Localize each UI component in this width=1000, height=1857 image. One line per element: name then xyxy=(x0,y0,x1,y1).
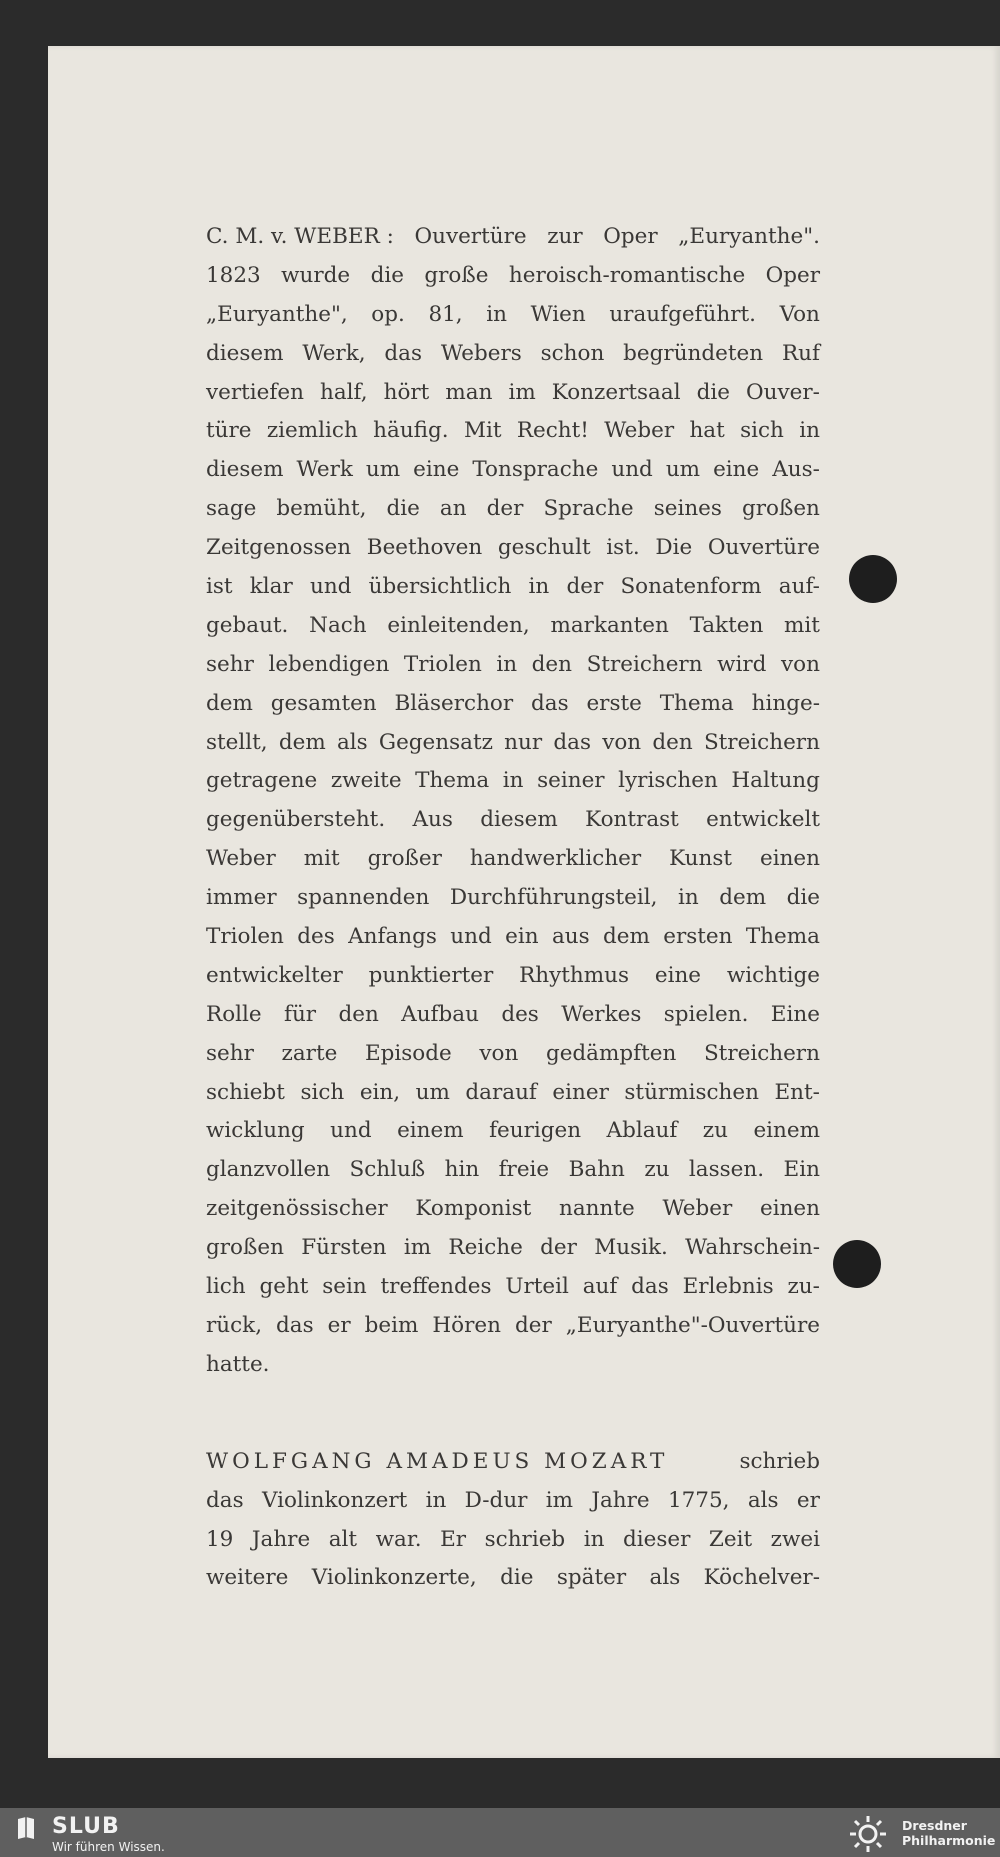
word: Episode xyxy=(364,1040,452,1066)
word: 81, xyxy=(428,301,463,327)
word: das xyxy=(206,1487,244,1513)
word: einen xyxy=(759,846,820,872)
word: spielen. xyxy=(663,1001,749,1027)
text-line xyxy=(206,607,820,646)
word: Wien xyxy=(530,301,586,327)
text-line xyxy=(206,412,820,451)
word: hört xyxy=(383,379,430,405)
word: in xyxy=(486,301,507,327)
word: als xyxy=(747,1487,779,1513)
paragraph-mozart xyxy=(206,1443,820,1599)
word: Jahre xyxy=(591,1487,650,1513)
word: erste xyxy=(586,690,642,716)
word: alt xyxy=(328,1526,358,1552)
word: das xyxy=(631,1274,669,1300)
word: und xyxy=(309,574,352,600)
word: Weber xyxy=(662,1196,733,1222)
word: später xyxy=(556,1565,627,1591)
word: getragene xyxy=(206,768,318,794)
word: schon xyxy=(540,340,605,366)
word: zu xyxy=(644,1157,670,1183)
word: die xyxy=(786,885,820,911)
text-line xyxy=(206,840,820,879)
word: Sonatenform xyxy=(620,574,762,600)
word: der xyxy=(540,1235,577,1261)
text-line xyxy=(206,296,820,335)
word: war. xyxy=(375,1526,422,1552)
word: in xyxy=(799,418,820,444)
word: in xyxy=(502,768,524,794)
word: Eine xyxy=(770,1001,820,1027)
word: von xyxy=(479,1040,519,1066)
word: Werk xyxy=(296,457,353,483)
text-line xyxy=(206,529,820,568)
word: wichtige xyxy=(726,962,820,988)
word: Ouvertüre xyxy=(707,535,820,561)
text-line xyxy=(206,1151,820,1190)
word: 19 xyxy=(206,1526,234,1552)
word: Thema xyxy=(659,690,734,716)
word: feurigen xyxy=(489,1118,582,1144)
word: er xyxy=(327,1312,351,1338)
text-line xyxy=(206,335,820,374)
word: Ein xyxy=(783,1157,820,1183)
word: Tonsprache xyxy=(472,457,599,483)
word: einem xyxy=(397,1118,464,1144)
word: einer xyxy=(552,1079,609,1105)
word: Kontrast xyxy=(585,807,679,833)
text-line xyxy=(206,1112,820,1151)
word: stürmischen xyxy=(624,1079,759,1105)
word: Nach xyxy=(309,612,367,638)
text-line xyxy=(206,218,820,257)
word: uraufgeführt. xyxy=(609,301,756,327)
word: dem xyxy=(719,885,767,911)
word: Wahrschein- xyxy=(685,1235,820,1261)
word: WOLFGANG AMADEUS MOZART xyxy=(206,1448,669,1474)
text-line xyxy=(206,374,820,413)
word: Kunst xyxy=(669,846,733,872)
text-line xyxy=(206,1074,820,1113)
word: Komponist xyxy=(415,1196,532,1222)
word: ist. xyxy=(606,535,640,561)
word: Reiche xyxy=(448,1235,523,1261)
word: geschult xyxy=(497,535,591,561)
word: D-dur xyxy=(464,1487,528,1513)
word: einleitenden, xyxy=(387,612,530,638)
word: der xyxy=(514,1312,552,1338)
word: auf xyxy=(582,1274,618,1300)
word: die xyxy=(370,262,404,288)
text-line xyxy=(206,685,820,724)
philharmonie-logo-icon xyxy=(842,1812,894,1856)
text-line xyxy=(206,724,820,763)
text-line xyxy=(206,257,820,296)
word: markanten xyxy=(550,612,669,638)
word: bemüht, xyxy=(276,496,367,522)
word: Ouver- xyxy=(746,379,820,405)
word: Bläserchor xyxy=(394,690,514,716)
word: ersten xyxy=(663,924,733,950)
word: des xyxy=(501,1001,539,1027)
word: zwei xyxy=(770,1526,820,1552)
word: nur xyxy=(504,729,543,755)
word: wurde xyxy=(281,262,351,288)
word: Aus- xyxy=(772,457,820,483)
text-line xyxy=(206,1521,820,1560)
word: für xyxy=(283,1001,317,1027)
word: Werkes xyxy=(561,1001,642,1027)
word: darauf xyxy=(465,1079,537,1105)
word: schrieb xyxy=(484,1526,566,1552)
paragraph-weber xyxy=(206,218,820,1385)
word: ein, xyxy=(359,1079,401,1105)
word: Ent- xyxy=(774,1079,820,1105)
word: in xyxy=(496,651,518,677)
word: den xyxy=(531,651,573,677)
word: sich xyxy=(740,418,784,444)
text-line xyxy=(206,996,820,1035)
paragraph-gap xyxy=(206,1385,820,1443)
text-line xyxy=(206,646,820,685)
word: große xyxy=(424,262,489,288)
word: eine xyxy=(654,962,702,988)
word: Recht! xyxy=(516,418,589,444)
text-line xyxy=(206,1443,820,1482)
word: um xyxy=(365,457,401,483)
word: der xyxy=(566,574,604,600)
word: in xyxy=(583,1526,605,1552)
word: Mit xyxy=(463,418,502,444)
word: Weber xyxy=(206,846,276,872)
word: das xyxy=(530,690,569,716)
text-line xyxy=(206,879,820,918)
word: das xyxy=(553,729,591,755)
word: Fürsten xyxy=(301,1235,387,1261)
word: um xyxy=(415,1079,450,1105)
word: einen xyxy=(759,1196,820,1222)
word: zeitgenössischer xyxy=(206,1196,388,1222)
text-line xyxy=(206,1229,820,1268)
word: ziemlich xyxy=(266,418,358,444)
text-line xyxy=(206,568,820,607)
punch-hole-top xyxy=(849,555,897,603)
word: Hören xyxy=(432,1312,501,1338)
word: einem xyxy=(753,1118,820,1144)
word: op. xyxy=(371,301,405,327)
word: des xyxy=(297,924,335,950)
word: die xyxy=(500,1565,534,1591)
word: von xyxy=(781,651,820,677)
word: in xyxy=(678,885,699,911)
word: hatte. xyxy=(206,1351,270,1377)
word: Jahre xyxy=(251,1526,311,1552)
word: Violinkonzert xyxy=(261,1487,408,1513)
word: spannenden xyxy=(297,885,430,911)
article-text xyxy=(206,218,820,1598)
word: 1823 xyxy=(206,262,261,288)
word: als xyxy=(336,729,368,755)
word: schiebt xyxy=(206,1079,285,1105)
word: Webers xyxy=(440,340,522,366)
word: Schluß xyxy=(349,1157,426,1183)
text-line xyxy=(206,957,820,996)
word: Ouvertüre xyxy=(414,224,527,249)
word: gesamten xyxy=(270,690,377,716)
word: klar xyxy=(249,574,293,600)
word: an xyxy=(439,496,467,522)
word: türe xyxy=(206,418,252,444)
word: im xyxy=(403,1235,432,1261)
word: Er xyxy=(440,1526,467,1552)
word: Haltung xyxy=(731,768,820,794)
word: im xyxy=(545,1487,574,1513)
word: dem xyxy=(278,729,326,755)
word: Zeit xyxy=(708,1526,753,1552)
word: zweite xyxy=(330,768,402,794)
word: Beethoven xyxy=(366,535,483,561)
philharmonie-name-line2: Philharmonie xyxy=(902,1833,996,1848)
word: Durchführungsteil, xyxy=(449,885,658,911)
word: ein xyxy=(505,924,539,950)
word: Konzertsaal xyxy=(551,379,681,405)
word: lyrischen xyxy=(618,768,718,794)
word: Weber xyxy=(604,418,675,444)
text-line xyxy=(206,1482,820,1521)
word: Aus xyxy=(412,807,453,833)
word: Sprache xyxy=(543,496,634,522)
word: lassen. xyxy=(688,1157,765,1183)
text-line xyxy=(206,801,820,840)
word: Streichern xyxy=(703,1040,820,1066)
word: wird xyxy=(717,651,767,677)
word: als xyxy=(649,1565,681,1591)
slub-name: SLUB xyxy=(52,1814,120,1839)
word: Rhythmus xyxy=(519,962,630,988)
text-line xyxy=(206,1268,820,1307)
word: dieser xyxy=(622,1526,691,1552)
word: sage xyxy=(206,496,257,522)
word: häufig. xyxy=(373,418,449,444)
word: hin xyxy=(444,1157,480,1183)
word: 1775, xyxy=(667,1487,730,1513)
word: und xyxy=(330,1118,372,1144)
word: schrieb xyxy=(739,1448,820,1474)
word: von xyxy=(602,729,642,755)
word: sehr xyxy=(206,1040,254,1066)
text-line xyxy=(206,1307,820,1346)
word: Takten xyxy=(689,612,764,638)
word: Streichern xyxy=(586,651,703,677)
word: rück, xyxy=(206,1312,263,1338)
word: den xyxy=(652,729,693,755)
word: Gegensatz xyxy=(378,729,493,755)
word: Rolle xyxy=(206,1001,262,1027)
word: zur xyxy=(547,224,583,249)
word: diesem xyxy=(206,457,284,483)
word: gebaut. xyxy=(206,612,289,638)
word: Ablauf xyxy=(606,1118,678,1144)
text-line xyxy=(206,1346,820,1385)
word: und xyxy=(611,457,653,483)
word: eine xyxy=(713,457,760,483)
word: Thema xyxy=(745,924,820,950)
word: dem xyxy=(206,690,253,716)
word: diesem xyxy=(480,807,558,833)
word: Bahn xyxy=(568,1157,625,1183)
word: hat xyxy=(689,418,725,444)
word: den xyxy=(338,1001,379,1027)
word: geht xyxy=(259,1274,309,1300)
word: seiner xyxy=(537,768,605,794)
word: gegenübersteht. xyxy=(206,807,386,833)
word: im xyxy=(508,379,536,405)
word: heroisch-romantische xyxy=(508,262,746,288)
word: lich xyxy=(206,1274,246,1300)
punch-hole-bottom xyxy=(833,1240,881,1288)
word: übersichtlich xyxy=(368,574,512,600)
word: handwerklicher xyxy=(469,846,642,872)
word: nannte xyxy=(559,1196,635,1222)
word: C. M. v. WEBER : xyxy=(206,224,394,249)
word: die xyxy=(386,496,420,522)
word: er xyxy=(796,1487,820,1513)
word: sehr xyxy=(206,651,254,677)
text-line xyxy=(206,762,820,801)
word: beim xyxy=(364,1312,419,1338)
word: Die xyxy=(655,535,693,561)
word: großen xyxy=(206,1235,284,1261)
word: sich xyxy=(300,1079,345,1105)
word: Köchelver- xyxy=(703,1565,820,1591)
text-line xyxy=(206,1035,820,1074)
word: Zeitgenossen xyxy=(206,535,352,561)
text-line xyxy=(206,490,820,529)
word: seines xyxy=(653,496,722,522)
word: entwickelter xyxy=(206,962,343,988)
word: Triolen xyxy=(403,651,482,677)
word: zu- xyxy=(787,1274,820,1300)
word: Oper xyxy=(765,262,820,288)
word: zarte xyxy=(281,1040,338,1066)
word: das xyxy=(276,1312,314,1338)
word: mit xyxy=(784,612,820,638)
word: sein xyxy=(322,1274,367,1300)
word: gedämpften xyxy=(545,1040,677,1066)
word: man xyxy=(445,379,493,405)
word: Thema xyxy=(415,768,490,794)
word: punktierter xyxy=(368,962,494,988)
word: freie xyxy=(498,1157,550,1183)
word: Oper xyxy=(603,224,658,249)
word: zu xyxy=(702,1118,728,1144)
word: ist xyxy=(206,574,233,600)
philharmonie-name xyxy=(902,1818,995,1848)
word: immer xyxy=(206,885,277,911)
word: begründeten xyxy=(623,340,764,366)
slub-tagline: Wir führen Wissen. xyxy=(52,1840,165,1854)
word: „Euryanthe"-Ouvertüre xyxy=(565,1312,820,1338)
word: weitere xyxy=(206,1565,289,1591)
word: diesem xyxy=(206,340,284,366)
word: dem xyxy=(603,924,650,950)
word: Ruf xyxy=(781,340,820,366)
word: Streichern xyxy=(703,729,820,755)
footer-bar xyxy=(0,1808,1000,1857)
word: Urteil xyxy=(505,1274,569,1300)
word: stellt, xyxy=(206,729,268,755)
text-line xyxy=(206,918,820,957)
word: und xyxy=(450,924,492,950)
word: glanzvollen xyxy=(206,1157,331,1183)
word: der xyxy=(486,496,524,522)
word: aus xyxy=(551,924,590,950)
word: die xyxy=(696,379,730,405)
word: eine xyxy=(413,457,460,483)
text-line xyxy=(206,1190,820,1229)
word: „Euryanthe", xyxy=(206,301,348,327)
word: Triolen xyxy=(206,924,284,950)
word: „Euryanthe". xyxy=(678,224,820,249)
word: Anfangs xyxy=(348,924,437,950)
word: wicklung xyxy=(206,1118,305,1144)
word: Werk, xyxy=(302,340,366,366)
word: Von xyxy=(779,301,820,327)
word: großen xyxy=(741,496,820,522)
word: Violinkonzerte, xyxy=(311,1565,477,1591)
word: großer xyxy=(367,846,442,872)
slub-book-icon xyxy=(16,1816,36,1842)
word: auf- xyxy=(778,574,820,600)
word: lebendigen xyxy=(268,651,390,677)
word: in xyxy=(425,1487,447,1513)
word: vertiefen xyxy=(206,379,304,405)
word: treffendes xyxy=(380,1274,492,1300)
word: Erlebnis xyxy=(682,1274,774,1300)
word: um xyxy=(665,457,701,483)
text-line xyxy=(206,451,820,490)
text-line xyxy=(206,1559,820,1598)
word: Aufbau xyxy=(401,1001,479,1027)
word: hinge- xyxy=(751,690,820,716)
word: entwickelt xyxy=(706,807,820,833)
word: half, xyxy=(319,379,368,405)
word: Musik. xyxy=(594,1235,668,1261)
word: mit xyxy=(303,846,340,872)
word: das xyxy=(384,340,423,366)
word: in xyxy=(528,574,550,600)
philharmonie-name-line1: Dresdner xyxy=(902,1818,967,1833)
